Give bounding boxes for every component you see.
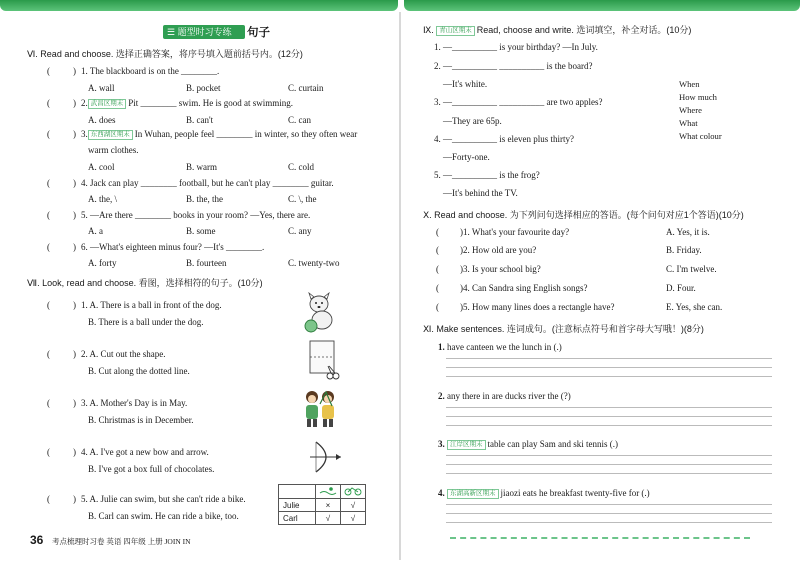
q7-5-option-b: B. Carl can swim. He can ride a bike, too. (88, 511, 239, 521)
q11-1-words: 1. have canteen we the lunch in (.) (438, 342, 562, 352)
table-cell: √ (341, 499, 366, 512)
word-bank-item: When (679, 79, 700, 89)
q7-1-option-b: B. There is a ball under the dog. (88, 317, 204, 327)
word-bank-item: Where (679, 105, 702, 115)
a10-e: E. Yes, she can. (666, 302, 723, 312)
word-bank-item: How much (679, 92, 717, 102)
q6-6-option-b: B. fourteen (186, 258, 227, 268)
q6-6-text: 6. —What's eighteen minus four? —It's ________. (81, 242, 265, 252)
q6-2-text: 2. 武昌区期末 Pit ________ swim. He is good at swimming. (81, 98, 294, 108)
q7-1-option-a: 1. A. There is a ball in front of the dog. (81, 300, 222, 310)
table-row-name: Carl (279, 512, 316, 525)
q6-1-option-a: A. wall (88, 83, 115, 93)
q6-6-option-a: A. forty (88, 258, 117, 268)
q10-1: )1. What's your favourite day? (460, 227, 570, 237)
ability-table (278, 484, 366, 525)
q7-3-option-a: 3. A. Mother's Day is in May. (81, 398, 188, 408)
q6-5-text: 5. —Are there ________ books in your room? —Yes, there are. (81, 210, 311, 220)
source-tag: 江岸区期末 (447, 440, 486, 450)
section-6-heading: Ⅵ. Read and choose. 选择正确答案，将序号填入题前括号内。(12分) (27, 49, 303, 59)
q10-2: )2. How old are you? (460, 245, 537, 255)
q6-4-option-c: C. \, the (288, 194, 317, 204)
word-bank-item: What (679, 118, 698, 128)
source-tag: 武昌区期末 (88, 99, 127, 109)
q9-line-4: 3. —__________ __________ are two apples? (434, 97, 603, 107)
q6-5-option-c: C. any (288, 226, 312, 236)
a10-a: A. Yes, it is. (666, 227, 710, 237)
swim-icon (319, 485, 337, 496)
q9-line-6: 4. —__________ is eleven plus thirty? (434, 134, 574, 144)
section-10-heading: Ⅹ. Read and choose. 为下列问句选择相应的答语。(每个问句对应1个答语)(10分) (423, 210, 744, 220)
q7-5-option-a: 5. A. Julie can swim, but she can't ride a bike. (81, 494, 246, 504)
q7-2-option-b: B. Cut along the dotted line. (88, 366, 190, 376)
a10-c: C. I'm twelve. (666, 264, 717, 274)
q6-2-option-b: B. can't (186, 115, 214, 125)
page-divider (399, 12, 401, 560)
bow-arrow-icon (308, 438, 344, 476)
q6-3-option-c: C. cold (288, 162, 314, 172)
banner-title: 句子 (247, 27, 270, 39)
a10-b: B. Friday. (666, 245, 702, 255)
table-cell: √ (316, 512, 341, 525)
q6-1-text: 1. The blackboard is on the ________. (81, 66, 220, 76)
q10-4: )4. Can Sandra sing English songs? (460, 283, 588, 293)
q9-line-7: —Forty-one. (443, 152, 490, 162)
q9-line-5: —They are 65p. (443, 116, 502, 126)
a10-d: D. Four. (666, 283, 696, 293)
footer-text: 考点梳理时习卷 英语 四年级 上册 JOIN IN (52, 537, 191, 546)
table-cell: × (316, 499, 341, 512)
q6-2-option-c: C. can (288, 115, 311, 125)
q6-3-option-b: B. warm (186, 162, 217, 172)
q7-2-option-a: 2. A. Cut out the shape. (81, 349, 166, 359)
section-7-heading: Ⅶ. Look, read and choose. 看图，选择相符的句子。(10分) (27, 278, 263, 288)
q7-3-option-b: B. Christmas is in December. (88, 415, 194, 425)
q11-4-words: 4. 东湖高新区期末 jiaozi eats he breakfast twenty-five for (.) (438, 488, 650, 498)
worksheet-page: ☰ 题型时习专练 句子 Ⅵ. Read and choose. 选择正确答案，将序号填入题前括号内。(12分) ( ) 1. The blackboard is on the ________. A. wall B. pocket C. curtain ( ) 2. 武昌区期末 Pit ________ swim. He is good at swimming. A. does B. can't C. can ( ) 3. 东西湖区期末 In Wuhan, people feel ________ in winter, so they often wear warm clothes. A. cool B. warm C. cold ( ) 4. Jack can play ________ football, but he can't play ________ guitar. A. the, \ B. the, the C. \, the ( ) 5. —Are there ________ books in your room? —Yes, there are. A. a B. some C. any ( ) 6. —What's eighteen minus four? —It's ________. A. forty B. fourteen C. twenty-two Ⅶ. Look, read and choose. 看图，选择相符的句子。(10分) ( ) 1. A. There is a ball in front of the dog. B. There is a ball under the dog. ( ) 2. A. Cut out the shape. B. Cut along the dotted line. ( ) 3. A. Mother's Day is in May. B. Christmas is in December. ( ) 4. A. I've got a new bow and arrow. B. I've got a box full of chocolates. ( ) 5. A. Julie can swim, but she can't ride a bike. B. Carl can swim. He can ride a bike, too. Julie × √ Carl √ √ 36 考点梳理时习卷 英语 四年级 上册 JOIN IN Ⅸ. 青山区期末 Read, choose and write. 选词填空，补全对话。(10分) 1. —__________ is your birthday? —In July. 2. —__________ __________ is the board? —It's white. 3. —__________ __________ are two apples? —They are 65p. 4. —__________ is eleven plus thirty? —Forty-one. 5. —__________ is the frog? —It's behind the TV. When How much Where What What colour Ⅹ. Read and choose. 为下列问句选择相应的答语。(每个问句对应1个答语)(10分) ( )1. What's your favourite day? A. Yes, it is. ( )2. How old are you? B. Friday. ( )3. Is your school big? C. I'm twelve. ( )4. Can Sandra sing English songs? D. Four. ( )5. How many lines does a rectangle have? E. Yes, she can. Ⅺ. Make sentences. 连词成句。(注意标点符号和首字母大写哦！)(8分) 1. have canteen we the lunch in (.) 2. any there in are ducks river the (?) 3. 江岸区期末 table can play Sam and ski tennis (.) 4. 东湖高新区期末 jiaozi eats he breakfast twenty-five for (.) (0, 0, 800, 566)
source-tag: 青山区期末 (436, 26, 475, 36)
bike-icon (344, 485, 362, 496)
bottom-decoration (450, 537, 750, 543)
q9-line-8: 5. —__________ is the frog? (434, 170, 540, 180)
q7-4-option-b: B. I've got a box full of chocolates. (88, 464, 215, 474)
table-cell: √ (341, 512, 366, 525)
q6-3-text: 3. 东西湖区期末 In Wuhan, people feel ________ in winter, so they often wear (81, 129, 358, 139)
q9-line-1: 1. —__________ is your birthday? —In July. (434, 42, 598, 52)
q6-2-option-a: A. does (88, 115, 116, 125)
dog-icon (300, 290, 338, 334)
q6-3-text-cont: warm clothes. (88, 145, 139, 155)
q9-line-9: —It's behind the TV. (443, 188, 518, 198)
scissors-icon (306, 338, 342, 382)
q6-4-text: 4. Jack can play ________ football, but he can't play ________ guitar. (81, 178, 334, 188)
q6-5-option-b: B. some (186, 226, 216, 236)
page-number: 36 (30, 533, 44, 547)
q6-3-option-a: A. cool (88, 162, 115, 172)
q6-5-option-a: A. a (88, 226, 103, 236)
q6-1-option-b: B. pocket (186, 83, 221, 93)
q6-1-option-c: C. curtain (288, 83, 324, 93)
q6-4-option-b: B. the, the (186, 194, 223, 204)
q10-3: )3. Is your school big? (460, 264, 541, 274)
q6-6-option-c: C. twenty-two (288, 258, 340, 268)
q11-3-words: 3. 江岸区期末 table can play Sam and ski tennis (.) (438, 439, 618, 449)
q9-line-3: —It's white. (443, 79, 488, 89)
source-tag: 东湖高新区期末 (447, 489, 499, 499)
table-row-name: Julie (279, 499, 316, 512)
children-icon (296, 386, 344, 430)
word-bank-item: What colour (679, 131, 722, 141)
source-tag: 东西湖区期末 (88, 130, 133, 140)
q7-4-option-a: 4. A. I've got a new bow and arrow. (81, 447, 209, 457)
q11-2-words: 2. any there in are ducks river the (?) (438, 391, 571, 401)
q10-5: )5. How many lines does a rectangle have? (460, 302, 615, 312)
section-11-heading: Ⅺ. Make sentences. 连词成句。(注意标点符号和首字母大写哦！)(8分) (423, 324, 704, 334)
section-banner: ☰ 题型时习专练 (163, 25, 245, 39)
section-9-heading: Ⅸ. 青山区期末 Read, choose and write. 选词填空，补全对话。(10分) (423, 25, 692, 35)
q9-line-2: 2. —__________ __________ is the board? (434, 61, 593, 71)
q6-4-option-a: A. the, \ (88, 194, 117, 204)
